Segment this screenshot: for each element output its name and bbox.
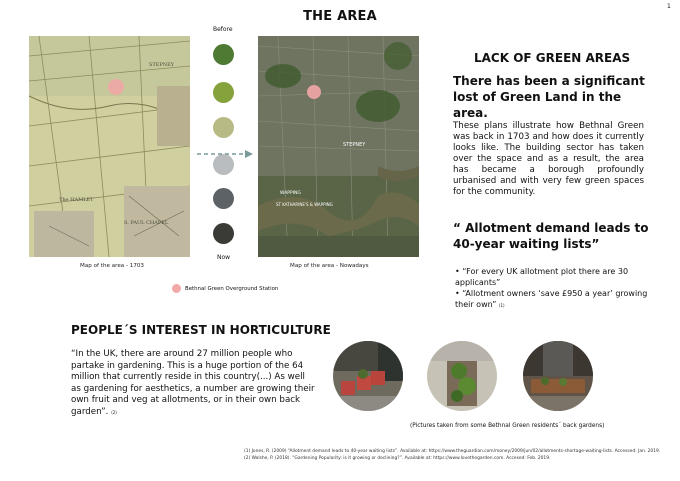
grey-swatch-6 (213, 223, 234, 244)
station-dot-icon (172, 284, 181, 293)
station-marker-new (307, 85, 321, 99)
green-swatch-2 (213, 82, 234, 103)
map-1703-caption: Map of the area - 1703 (80, 263, 144, 269)
reference-item: (2) Walshe, P. (2018). “Gardening Popularity: is it growing or declining?”. Available at: https://www.lovethegarden.com. Accesed: Feb. 2019. (244, 456, 551, 461)
garden-photo-3 (523, 341, 593, 411)
map-nowadays-image (258, 36, 419, 257)
reference-mark: (1) (498, 303, 505, 308)
quote-text: “In the UK, there are around 27 million people who partake in gardening. This is a huge portion of the 64 million that currently reside in this country(...) As well as gardening for aesthetics, a number are growing their own fruit and veg at allotments, or in their own back garden”. (71, 349, 315, 417)
scale-now-label: Now (217, 254, 231, 261)
references (244, 448, 664, 462)
old-map-label: S. PAUL CHAPEL (124, 220, 169, 226)
scale-before-label: Before (213, 26, 233, 33)
legend-label: Bethnal Green Overground Station (185, 285, 279, 292)
map-legend (172, 284, 278, 293)
station-marker-old (108, 79, 124, 95)
section-title-people: PEOPLE´S INTEREST IN HORTICULTURE (71, 323, 331, 337)
section-title-lack: LACK OF GREEN AREAS (474, 51, 631, 65)
grey-swatch-5 (213, 188, 234, 209)
bullet-item: • “For every UK allotment plot there are 30 applicants” (455, 267, 629, 287)
bullet-list (455, 266, 655, 311)
reference-item: (1) Jones, R. (2009) “Allotment demand leads to 40-year waiting lists”. Available at: https://www.theguardian.com/money/2009/jun/02/allotments-shortage-waiting-lists. Accessed: Jan. 2019. (244, 449, 661, 454)
page-number: 1 (667, 3, 671, 10)
old-map-label: STEPNEY (149, 62, 175, 68)
bullet-item (455, 288, 655, 311)
green-swatch-3 (213, 117, 234, 138)
page-title: THE AREA (303, 9, 377, 24)
people-quote (71, 349, 316, 418)
reference-mark: (2) (111, 409, 117, 415)
new-map-label: ST KATHARINE'S & WAPPING (276, 202, 333, 207)
garden-photo-1 (333, 341, 403, 411)
new-map-label: STEPNEY (343, 142, 366, 148)
arrow-right-icon (197, 143, 253, 151)
description-paragraph: These plans illustrate how Bethnal Green was back in 1703 and how does it currently looks like. The building sector has taken over the space and as a result, the area has became a borough profoundly urbanised and with very few green spaces for the community. (453, 121, 644, 197)
pictures-caption: (Pictures taken from some Bethnal Green residents´ back gardens) (410, 423, 605, 429)
allotment-heading: “ Allotment demand leads to 40-year waiting lists” (453, 221, 649, 251)
new-map-label: WAPPING (280, 191, 301, 196)
map-nowadays-caption: Map of the area - Nowadays (290, 263, 369, 269)
garden-photo-2 (427, 341, 497, 411)
map-1703-image (29, 36, 190, 257)
bullet-text: • “Allotment owners ‘save £950 a year’ growing their own” (455, 289, 648, 309)
green-swatch-1 (213, 44, 234, 65)
old-map-label: The HAMLET (59, 197, 94, 203)
lost-heading: There has been a significant lost of Green Land in the area. (453, 74, 645, 120)
